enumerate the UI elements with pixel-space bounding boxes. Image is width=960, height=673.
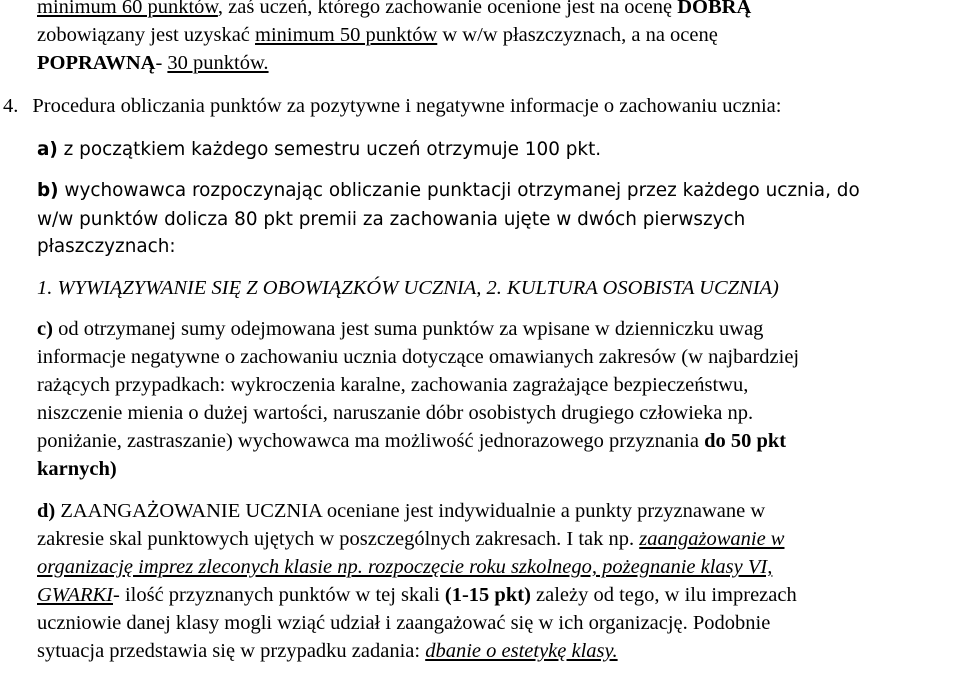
- fifty-points-emphasis: do 50 pkt: [704, 430, 787, 452]
- item-c-line-6: karnych): [37, 458, 117, 480]
- engagement-example: zaangażowanie w: [639, 528, 785, 550]
- item-d-line-5: uczniowie danej klasy mogli wziąć udział i zaangażować się w ich organizację. Podobnie: [37, 612, 771, 634]
- item-text: od otrzymanej sumy odejmowana jest suma punktów za wpisane w dzienniczku uwag: [52, 318, 764, 340]
- item-label: a): [37, 139, 58, 160]
- item-b-line-1: [37, 180, 860, 201]
- item-text: zależy od tego, w ilu imprezach: [530, 584, 797, 606]
- minimum-60-points: minimum 60 punktów: [37, 0, 218, 18]
- item-d-line-1: [37, 500, 765, 523]
- item-d-line-3: organizację imprez zleconych klasie np. rozpoczęcie roku szkolnego, pożegnanie klasy VI,: [37, 556, 773, 578]
- grade-dobra: DOBRĄ: [677, 0, 752, 18]
- intro-text: -: [155, 52, 168, 74]
- item-text: sytuacja przedstawia się w przypadku zadania:: [37, 640, 426, 662]
- 30-points: 30 punktów.: [167, 52, 269, 74]
- item-text: poniżanie, zastraszanie) wychowawca ma możliwość jednorazowego przyznania: [37, 430, 705, 452]
- item-text: z początkiem każdego semestru uczeń otrzymuje 100 pkt.: [57, 139, 602, 160]
- classroom-aesthetics: dbanie o estetykę klasy.: [425, 640, 618, 662]
- gwarki: GWARKI: [37, 584, 113, 606]
- intro-text: zobowiązany jest uzyskać: [37, 24, 256, 46]
- item-text: zakresie skal punktowych ujętych w poszczególnych zakresach. I tak np.: [37, 528, 640, 550]
- section-4-heading: [3, 95, 781, 118]
- item-d-line-6: [37, 640, 618, 663]
- intro-text: , zaś uczeń, którego zachowanie ocenione jest na ocenę: [217, 0, 678, 18]
- item-b-line-3: płaszczyznach:: [37, 236, 176, 257]
- item-c-line-4: niszczenie mienia o dużej wartości, naruszanie dóbr osobistych drugiego człowieka np.: [37, 402, 754, 424]
- intro-line-3: [37, 52, 269, 75]
- item-d-line-2: [37, 528, 784, 551]
- minimum-50-points: minimum 50 punktów: [255, 24, 438, 46]
- item-c-line-5: [37, 430, 786, 453]
- section-number: 4.: [3, 95, 19, 117]
- grade-poprawna: POPRAWNĄ: [37, 52, 156, 74]
- section-text: Procedura obliczania punktów za pozytywne i negatywne informacje o zachowaniu ucznia:: [32, 95, 782, 117]
- intro-line-2: [37, 24, 718, 47]
- item-c-line-2: informacje negatywne o zachowaniu ucznia dotyczące omawianych zakresów (w najbardziej: [37, 346, 800, 368]
- item-d-line-4: [37, 584, 797, 607]
- item-c-line-1: [37, 318, 763, 341]
- intro-text: w w/w płaszczyznach, a na ocenę: [437, 24, 718, 46]
- item-label: b): [37, 180, 59, 201]
- item-text: wychowawca rozpoczynając obliczanie punktacji otrzymanej przez każdego ucznia, do: [58, 180, 860, 201]
- item-label: c): [37, 318, 53, 340]
- item-b-line-4: 1. WYWIĄZYWANIE SIĘ Z OBOWIĄZKÓW UCZNIA, 2. KULTURA OSOBISTA UCZNIA): [37, 277, 779, 299]
- item-a: [37, 139, 601, 160]
- item-label: d): [37, 500, 56, 522]
- item-text: ZAANGAŻOWANIE UCZNIA oceniane jest indywidualnie a punkty przyznawane w: [55, 500, 766, 522]
- points-range: (1-15 pkt): [444, 584, 531, 606]
- item-text: - ilość przyznanych punktów w tej skali: [113, 584, 445, 606]
- item-c-line-3: rażących przypadkach: wykroczenia karalne, zachowania zagrażające bezpieczeństwu,: [37, 374, 749, 396]
- item-b-line-2: w/w punktów dolicza 80 pkt premii za zachowania ujęte w dwóch pierwszych: [37, 209, 746, 230]
- intro-line-1: [37, 0, 751, 19]
